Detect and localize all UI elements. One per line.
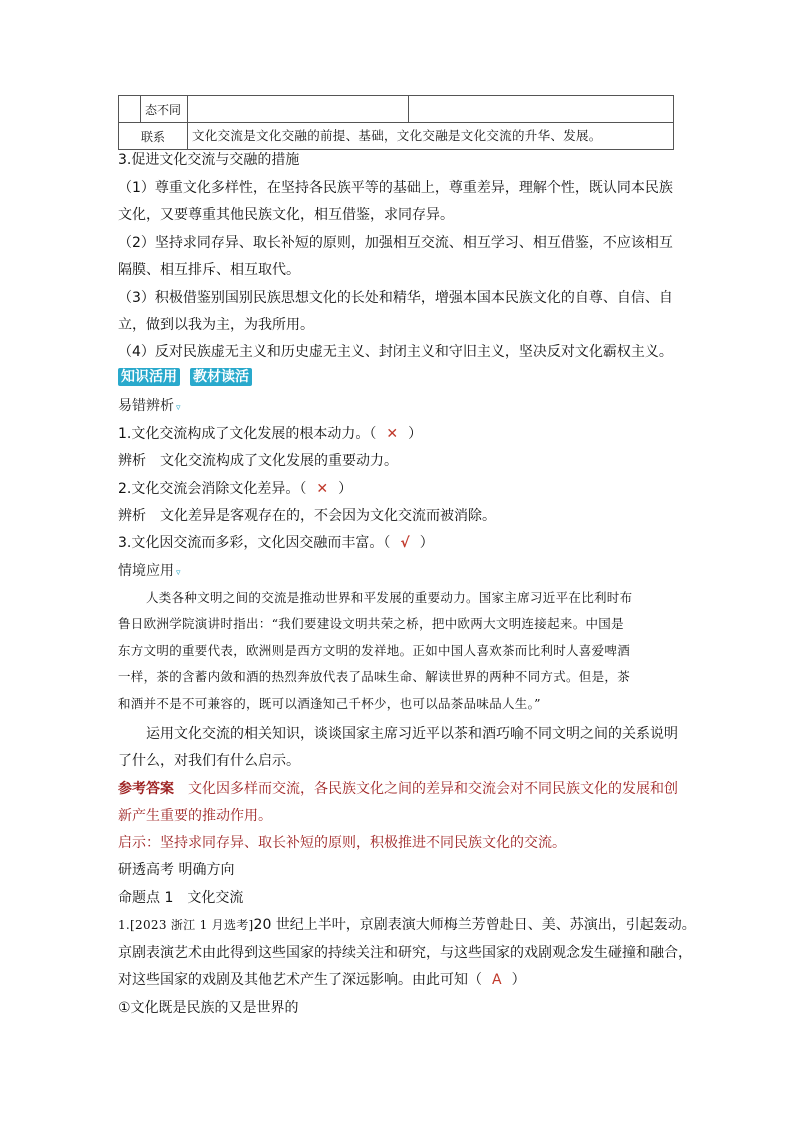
bracket: ） (511, 972, 526, 988)
section-title: 3.促进文化交流与交融的措施 (118, 152, 300, 168)
quote-line: 和酒并不是不可兼容的，既可以酒逢知己千杯少，也可以品茶品味品人生。” (118, 696, 541, 711)
question-text: 3.文化因交流而多彩，文化因交融而丰富。（ (118, 535, 391, 551)
list-item: （3）积极借鉴别国别民族思想文化的长处和精华，增强本国本民族文化的自尊、自信、自 (118, 290, 673, 306)
chevron-down-icon: ▿ (176, 568, 181, 578)
tag-textbook: 教材读活 (190, 368, 252, 386)
analysis-label: 辨析 (118, 453, 146, 469)
check-mark-icon: √ (400, 535, 410, 551)
exam-point: 命题点 1 文化交流 (118, 890, 244, 906)
answer-text: 文化因多样而交流，各民族文化之间的差异和交流会对不同民族文化的发展和创 (188, 781, 678, 797)
question-1 (118, 424, 422, 444)
question-text: 2.文化交流会消除文化差异。（ (118, 481, 307, 497)
exam-question-line: 京剧表演艺术由此得到这些国家的持续关注和研究，与这些国家的戏剧观念发生碰撞和融合， (118, 945, 692, 961)
cross-mark-icon: ✕ (386, 426, 399, 442)
situation-heading (118, 561, 181, 583)
list-item: 文化，又要尊重其他民族文化，相互借鉴，求同存异。 (118, 207, 454, 223)
analysis-1 (118, 451, 398, 471)
exam-text: 对这些国家的戏剧及其他艺术产生了深远影响。由此可知（ (118, 972, 482, 988)
table-cell: 态不同 (141, 96, 188, 123)
error-heading (118, 396, 181, 418)
table-cell (119, 96, 141, 123)
table-cell (188, 96, 409, 123)
question-text: 1.文化交流构成了文化发展的根本动力。（ (118, 426, 377, 442)
list-item: （1）尊重文化多样性，在坚持各民族平等的基础上，尊重差异，理解个性，既认同本民族 (118, 180, 673, 196)
exam-question-line (118, 915, 696, 935)
exam-source: 1.[2023 浙江 1 月选考] (118, 918, 254, 932)
analysis-2 (118, 506, 496, 526)
exam-text: 20 世纪上半叶，京剧表演大师梅兰芳曾赴日、美、苏演出，引起轰动。 (253, 917, 696, 933)
bracket: ） (338, 481, 353, 497)
question-2 (118, 479, 352, 499)
answer-mark: A (492, 972, 502, 988)
list-item: 立，做到以我为主，为我所用。 (118, 317, 314, 333)
list-item: （4）反对民族虚无主义和历史虚无主义、封闭主义和守旧主义，坚决反对文化霸权主义。 (118, 344, 673, 360)
exam-title: 研透高考 明确方向 (118, 862, 235, 878)
list-item: （2）坚持求同存异、取长补短的原则，加强相互交流、相互学习、相互借鉴，不应该相互 (118, 235, 673, 251)
exam-question-line (118, 970, 526, 990)
quote-line: 鲁日欧洲学院演讲时指出：“我们要建设文明共荣之桥，把中欧两大文明连接起来。中国是 (118, 616, 624, 631)
answer-line (118, 779, 678, 799)
tag-knowledge: 知识活用 (118, 368, 180, 386)
option-item: ①文化既是民族的又是世界的 (118, 1000, 299, 1016)
analysis-text: 文化差异是客观存在的，不会因为文化交流而被消除。 (160, 508, 496, 524)
table-row (119, 96, 674, 123)
quote-line: 东方文明的重要代表，欧洲则是西方文明的发祥地。正如中国人喜欢茶而比利时人喜爱啤酒 (118, 643, 631, 658)
answer-label: 参考答案 (118, 781, 174, 797)
answer-line: 新产生重要的推动作用。 (118, 808, 272, 824)
question-line: 了什么，对我们有什么启示。 (118, 753, 300, 769)
list-item: 隔膜、相互排斥、相互取代。 (118, 262, 300, 278)
table-cell-text: 文化交流是文化交融的前提、基础，文化交融是文化交流的升华、发展。 (188, 123, 674, 150)
table-cell (409, 96, 674, 123)
cross-mark-icon: ✕ (316, 481, 329, 497)
analysis-label: 辨析 (118, 508, 146, 524)
comparison-table (118, 95, 674, 150)
table-row (119, 123, 674, 150)
bracket: ） (408, 426, 423, 442)
situation-heading-text: 情境应用 (118, 563, 174, 579)
hint-line: 启示：坚持求同存异、取长补短的原则，积极推进不同民族文化的交流。 (118, 835, 566, 851)
table-row-label: 联系 (119, 123, 188, 150)
quote-line: 一样，茶的含蓄内敛和酒的热烈奔放代表了品味生命、解读世界的两种不同方式。但是，茶 (118, 669, 631, 684)
bracket: ） (419, 535, 434, 551)
error-heading-text: 易错辨析 (118, 398, 174, 414)
question-3 (118, 533, 434, 553)
question-line: 运用文化交流的相关知识，谈谈国家主席习近平以茶和酒巧喻不同文明之间的关系说明 (146, 726, 678, 742)
chevron-down-icon: ▿ (176, 403, 181, 413)
quote-line: 人类各种文明之间的交流是推动世界和平发展的重要动力。国家主席习近平在比利时布 (146, 590, 633, 605)
analysis-text: 文化交流构成了文化发展的重要动力。 (160, 453, 398, 469)
